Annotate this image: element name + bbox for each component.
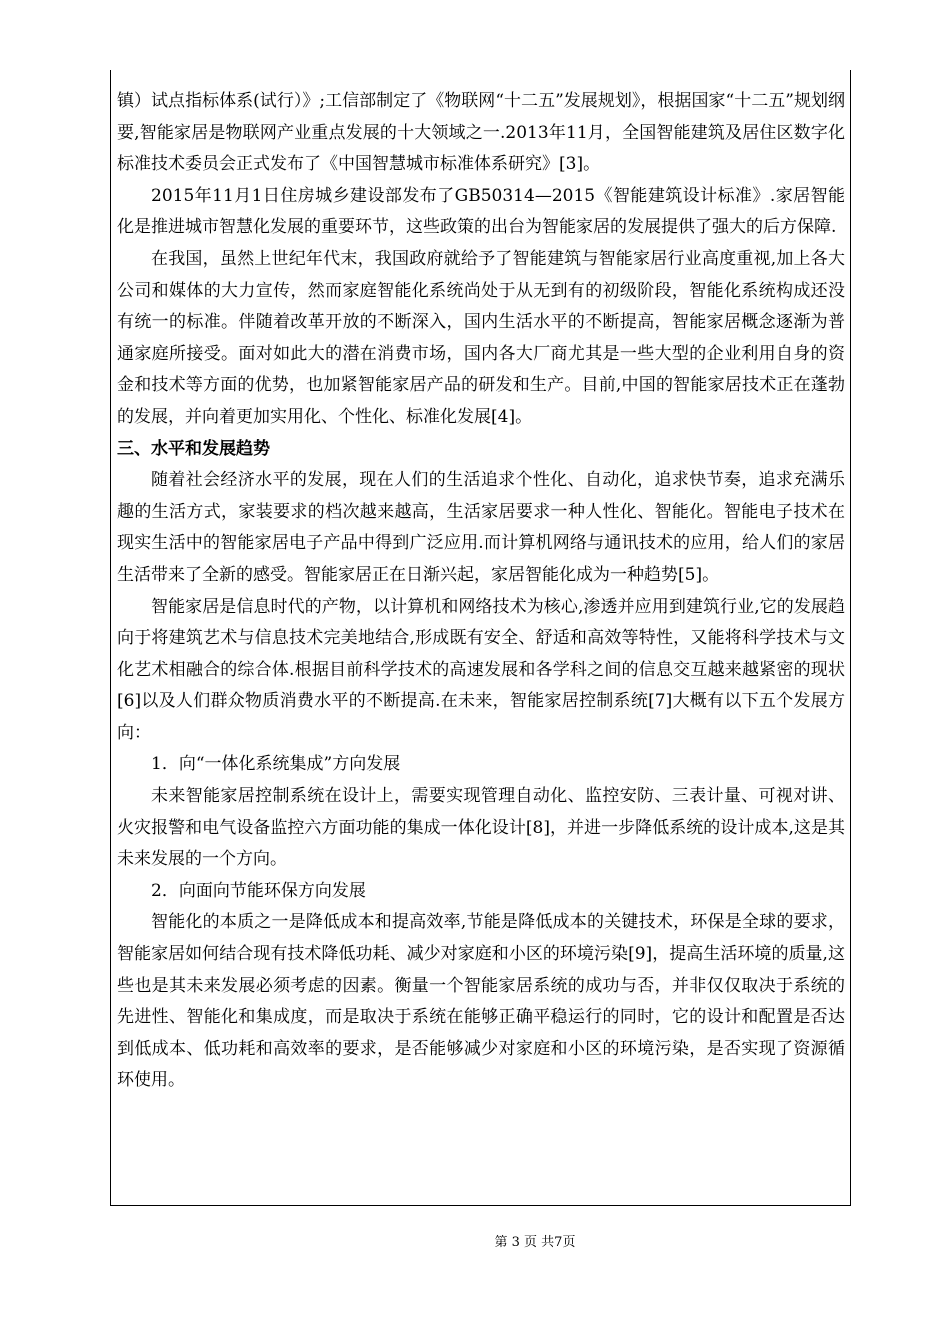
list-item-heading: 2．向面向节能环保方向发展 — [151, 880, 366, 901]
document-body — [117, 86, 845, 1097]
paragraph: 未来智能家居控制系统在设计上，需要实现管理自动化、监控安防、三表计量、可视对讲、火灾报警和电气设备监控六方面功能的集成一体化设计[8]，并进一步降低系统的设计成本,这是其未来发展的一个方向。 — [117, 786, 845, 870]
section-heading: 三、水平和发展趋势 — [117, 438, 270, 459]
list-item-heading: 1．向“一体化系统集成”方向发展 — [151, 754, 401, 775]
paragraph: 2015年11月1日住房城乡建设部发布了GB50314—2015《智能建筑设计标准》.家居智能化是推进城市智慧化发展的重要环节，这些政策的出台为智能家居的发展提供了强大的后方保障. — [117, 185, 845, 238]
paragraph: 智能化的本质之一是降低成本和提高效率,节能是降低成本的关键技术，环保是全球的要求，智能家居如何结合现有技术降低功耗、减少对家庭和小区的环境污染[9]，提高生活环境的质量,这些也是其未来发展必须考虑的因素。衡量一个智能家居系统的成功与否，并非仅仅取决于系统的先进性、智能化和集成度，而是取决于系统在能够正确平稳运行的同时，它的设计和配置是否达到低成本、低功耗和高效率的要求，是否能够减少对家庭和小区的环境污染，是否实现了资源循环使用。 — [117, 912, 845, 1091]
page-number: 第 3 页 共7页 — [494, 1235, 576, 1250]
paragraph: 智能家居是信息时代的产物，以计算机和网络技术为核心,渗透并应用到建筑行业,它的发展趋向于将建筑艺术与信息技术完美地结合,形成既有安全、舒适和高效等特性，又能将科学技术与文化艺术相融合的综合体.根据目前科学技术的高速发展和各学科之间的信息交互越来越紧密的现状[6]以及人们群众物质消费水平的不断提高.在未来，智能家居控制系统[7]大概有以下五个发展方向： — [117, 596, 845, 743]
paragraph: 镇）试点指标体系(试行）》;工信部制定了《物联网“十二五”发展规划》，根据国家“十二五”规划纲要,智能家居是物联网产业重点发展的十大领域之一.2013年11月，全国智能建筑及居住区数字化标准技术委员会正式发布了《中国智慧城市标准体系研究》[3]。 — [117, 91, 845, 175]
paragraph: 在我国，虽然上世纪年代末，我国政府就给予了智能建筑与智能家居行业高度重视,加上各大公司和媒体的大力宣传，然而家庭智能化系统尚处于从无到有的初级阶段，智能化系统构成还没有统一的标准。伴随着改革开放的不断深入，国内生活水平的不断提高，智能家居概念逐渐为普通家庭所接受。面对如此大的潜在消费市场，国内各大厂商尤其是一些大型的企业利用自身的资金和技术等方面的优势，也加紧智能家居产品的研发和生产。目前,中国的智能家居技术正在蓬勃的发展，并向着更加实用化、个性化、标准化发展[4]。 — [117, 248, 845, 427]
page-footer — [0, 1234, 950, 1252]
paragraph: 随着社会经济水平的发展，现在人们的生活追求个性化、自动化，追求快节奏，追求充满乐趣的生活方式，家装要求的档次越来越高，生活家居要求一种人性化、智能化。智能电子技术在现实生活中的智能家居电子产品中得到广泛应用.而计算机网络与通讯技术的应用，给人们的家居生活带来了全新的感受。智能家居正在日渐兴起，家居智能化成为一种趋势[5]。 — [117, 470, 845, 585]
